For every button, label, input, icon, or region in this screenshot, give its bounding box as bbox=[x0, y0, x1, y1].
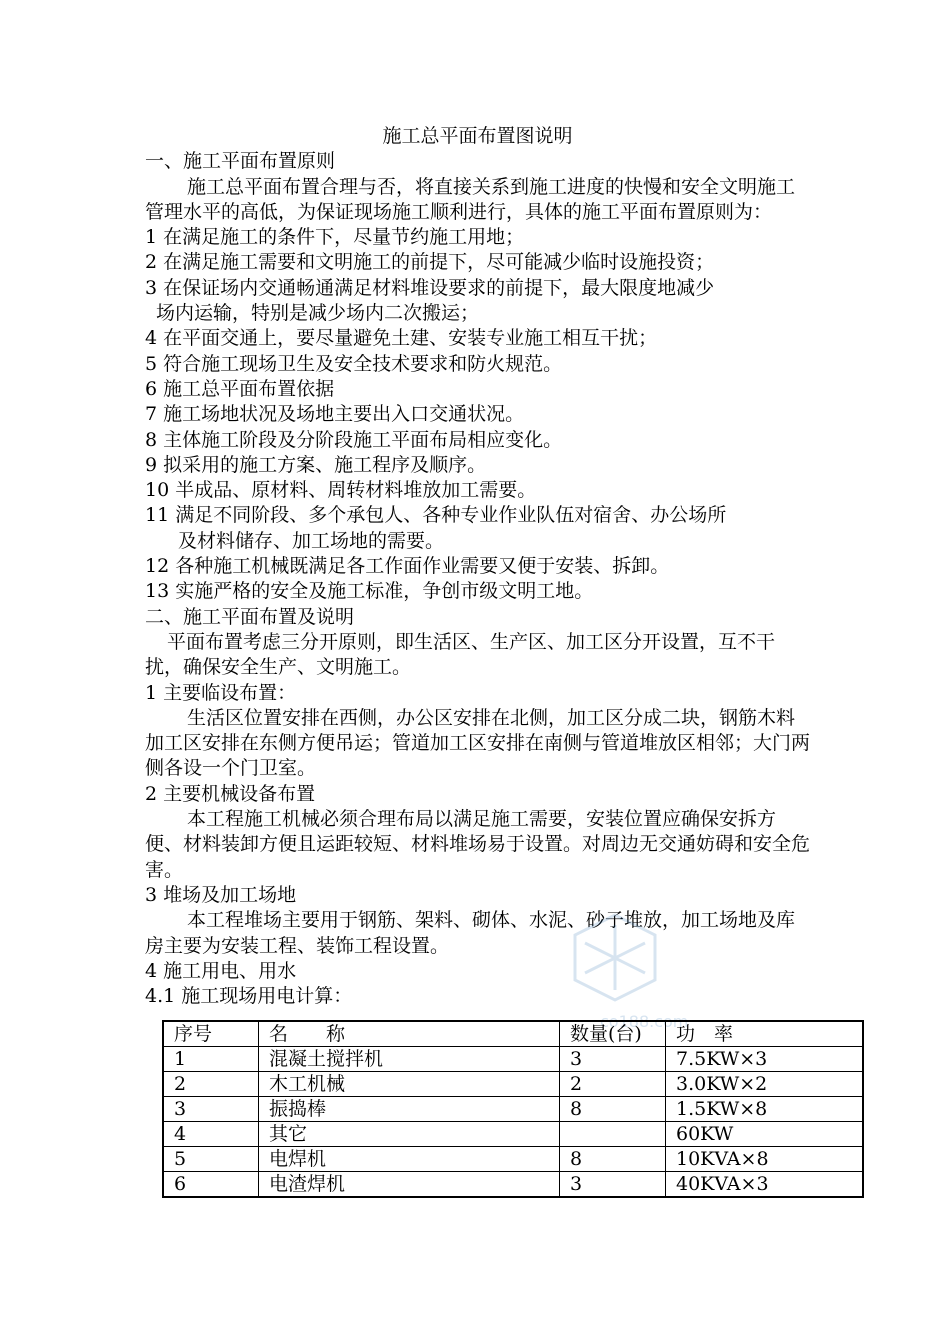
sub1-text: 生活区位置安排在西侧，办公区安排在北侧，加工区分成二块，钢筋木料加工区安排在东侧方便吊运；管道加工区安排在南侧与管道堆放区相邻；大门两侧各设一个门卫室。 bbox=[145, 706, 811, 780]
table-row bbox=[163, 1122, 863, 1147]
principle-item: 4 在平面交通上，要尽量避免土建、安装专业施工相互干扰； bbox=[145, 327, 658, 350]
watermark-logo-icon bbox=[560, 905, 770, 1035]
table-cell: 3 bbox=[560, 1172, 666, 1198]
table-cell: 5 bbox=[163, 1147, 259, 1172]
section2-intro: 平面布置考虑三分开原则，即生活区、生产区、加工区分开设置，互不干扰，确保安全生产、文明施工。 bbox=[145, 630, 776, 679]
principle-item: 11 满足不同阶段、多个承包人、各种专业作业队伍对宿舍、办公场所 bbox=[145, 504, 727, 527]
header-cell: 序号 bbox=[163, 1021, 259, 1047]
table-cell: 7.5KW×3 bbox=[666, 1047, 864, 1072]
table-header-row bbox=[163, 1021, 863, 1047]
table-cell: 8 bbox=[560, 1097, 666, 1122]
table-cell: 3.0KW×2 bbox=[666, 1072, 864, 1097]
table-cell: 8 bbox=[560, 1147, 666, 1172]
table-row bbox=[163, 1172, 863, 1198]
table-row bbox=[163, 1047, 863, 1072]
sub3-text: 本工程堆场主要用于钢筋、架料、砌体、水泥、砂子堆放，加工场地及库房主要为安装工程、装饰工程设置。 bbox=[145, 909, 796, 957]
principle-item: 6 施工总平面布置依据 bbox=[145, 377, 335, 400]
table-cell: 2 bbox=[163, 1072, 259, 1097]
section1-intro: 施工总平面布置合理与否，将直接关系到施工进度的快慢和安全文明施工管理水平的高低，为保证现场施工顺利进行，具体的施工平面布置原则为： bbox=[145, 175, 796, 223]
power-calc-table bbox=[162, 1020, 864, 1198]
table-cell bbox=[560, 1122, 666, 1147]
table-cell: 4 bbox=[163, 1122, 259, 1147]
header-cell: 数量(台) bbox=[560, 1021, 666, 1047]
principle-item: 5 符合施工现场卫生及安全技术要求和防火规范。 bbox=[145, 352, 563, 375]
section2-heading: 二、施工平面布置及说明 bbox=[145, 605, 355, 628]
principle-item: 7 施工场地状况及场地主要出入口交通状况。 bbox=[145, 403, 525, 426]
header-cell: 名 称 bbox=[259, 1021, 560, 1047]
sub2-heading: 2 主要机械设备布置 bbox=[145, 782, 316, 805]
table-cell: 3 bbox=[560, 1047, 666, 1072]
table-row bbox=[163, 1147, 863, 1172]
document-body bbox=[145, 124, 810, 1009]
principle-item: 1 在满足施工的条件下，尽量节约施工用地； bbox=[145, 226, 525, 249]
principle-item-continued: 及材料储存、加工场地的需要。 bbox=[178, 529, 445, 552]
table-cell: 其它 bbox=[259, 1122, 560, 1147]
page-title: 施工总平面布置图说明 bbox=[382, 125, 573, 147]
table-cell: 振捣棒 bbox=[259, 1097, 560, 1122]
sub2-text: 本工程施工机械必须合理布局以满足施工需要，安装位置应确保安拆方便、材料装卸方便且运距较短、材料堆场易于设置。对周边无交通妨碍和安全危害。 bbox=[145, 808, 811, 881]
table-cell: 6 bbox=[163, 1172, 259, 1198]
table-cell: 3 bbox=[163, 1097, 259, 1122]
table-row bbox=[163, 1097, 863, 1122]
table-cell: 10KVA×8 bbox=[666, 1147, 864, 1172]
table-cell: 2 bbox=[560, 1072, 666, 1097]
table-cell: 1 bbox=[163, 1047, 259, 1072]
section1-heading: 一、施工平面布置原则 bbox=[145, 150, 336, 173]
sub4-heading: 4 施工用电、用水 bbox=[145, 959, 297, 982]
principle-item: 2 在满足施工需要和文明施工的前提下，尽可能减少临时设施投资； bbox=[145, 251, 715, 274]
table-row bbox=[163, 1072, 863, 1097]
svg-text:co188.com: co188.com bbox=[600, 1012, 689, 1031]
table-cell: 混凝土搅拌机 bbox=[259, 1047, 560, 1072]
table-cell: 木工机械 bbox=[259, 1072, 560, 1097]
principle-item-continued: 场内运输，特别是减少场内二次搬运； bbox=[156, 302, 480, 325]
sub3-heading: 3 堆场及加工场地 bbox=[145, 883, 297, 906]
sub41-heading: 4.1 施工现场用电计算： bbox=[145, 985, 353, 1008]
principle-item: 10 半成品、原材料、周转材料堆放加工需要。 bbox=[145, 479, 537, 502]
table-cell: 1.5KW×8 bbox=[666, 1097, 864, 1122]
sub1-heading: 1 主要临设布置： bbox=[145, 681, 297, 704]
header-cell: 功 率 bbox=[666, 1021, 864, 1047]
principle-item: 9 拟采用的施工方案、施工程序及顺序。 bbox=[145, 453, 487, 476]
table-cell: 电渣焊机 bbox=[259, 1172, 560, 1198]
principle-item: 12 各种施工机械既满足各工作面作业需要又便于安装、拆卸。 bbox=[145, 555, 670, 578]
principle-item: 3 在保证场内交通畅通满足材料堆设要求的前提下，最大限度地减少 bbox=[145, 276, 715, 299]
table-cell: 电焊机 bbox=[259, 1147, 560, 1172]
principle-item: 8 主体施工阶段及分阶段施工平面布局相应变化。 bbox=[145, 428, 563, 451]
table-cell: 60KW bbox=[666, 1122, 864, 1147]
principle-item: 13 实施严格的安全及施工标准，争创市级文明工地。 bbox=[145, 580, 594, 603]
table-cell: 40KVA×3 bbox=[666, 1172, 864, 1198]
